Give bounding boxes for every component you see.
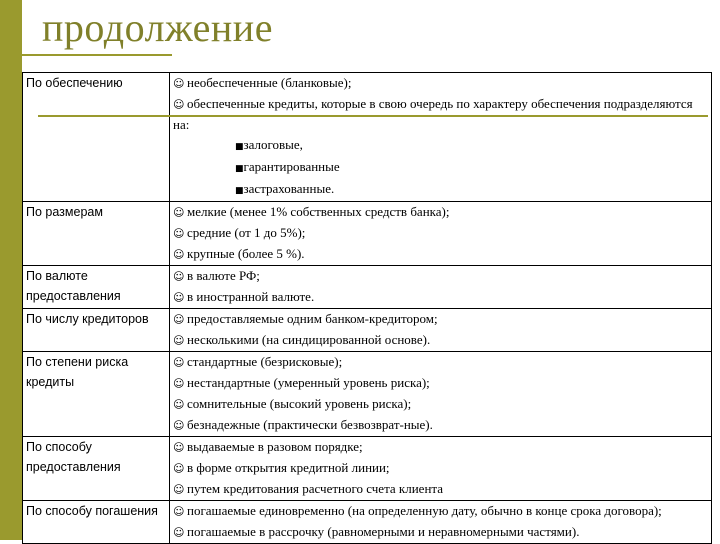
list-item: погашаемые единовременно (на определенную дату, обычно в конце срока договора); — [187, 503, 662, 518]
list-item: залоговые, — [243, 137, 303, 152]
row-content — [170, 266, 712, 309]
row-content — [170, 73, 712, 202]
list-item: путем кредитования расчетного счета клиента — [187, 481, 444, 496]
classification-table — [22, 72, 712, 544]
bullet-icon: ☺ — [173, 98, 185, 111]
bullet-icon: ☺ — [173, 334, 185, 347]
row-label: По способу предоставления — [23, 437, 170, 501]
page-title: продолжение — [42, 5, 273, 50]
bullet-icon: ☺ — [173, 462, 185, 475]
row-content — [170, 437, 712, 501]
list-item: несколькими (на синдицированной основе). — [187, 332, 431, 347]
table-row — [23, 352, 712, 437]
list-item: гарантированные — [243, 159, 340, 174]
bullet-icon: ☺ — [173, 206, 185, 219]
list-item: сомнительные (высокий уровень риска); — [187, 396, 412, 411]
row-content — [170, 202, 712, 266]
bullet-icon: ☺ — [173, 291, 185, 304]
list-item: безнадежные (практически безвозврат-ные). — [187, 417, 433, 432]
left-accent-bar — [0, 0, 22, 540]
row-label: По размерам — [23, 202, 170, 266]
list-item: обеспеченные кредиты, которые в свою очередь по характеру обеспечения подразделяются на: — [173, 96, 693, 132]
table-row — [23, 437, 712, 501]
table-row — [23, 73, 712, 202]
bullet-icon: ☺ — [173, 227, 185, 240]
table-row — [23, 501, 712, 544]
list-item: в иностранной валюте. — [187, 289, 315, 304]
list-item: необеспеченные (бланковые); — [187, 75, 352, 90]
title-underline — [22, 54, 172, 56]
bullet-icon: ☺ — [173, 419, 185, 432]
list-item: нестандартные (умеренный уровень риска); — [187, 375, 430, 390]
bullet-icon: ☺ — [173, 441, 185, 454]
bullet-icon: ☺ — [173, 270, 185, 283]
bullet-icon: ☺ — [173, 356, 185, 369]
bullet-icon: ☺ — [173, 377, 185, 390]
bullet-icon: ☺ — [173, 313, 185, 326]
list-item: предоставляемые одним банком-кредитором; — [187, 311, 438, 326]
row-label: По числу кредиторов — [23, 309, 170, 352]
bullet-icon: ☺ — [173, 77, 185, 90]
row-content — [170, 352, 712, 437]
list-item: стандартные (безрисковые); — [187, 354, 343, 369]
bullet-icon: ☺ — [173, 505, 185, 518]
list-item: выдаваемые в разовом порядке; — [187, 439, 363, 454]
list-item: в валюте РФ; — [187, 268, 260, 283]
bullet-icon: ☺ — [173, 526, 185, 539]
square-bullet-icon: ■ — [235, 186, 244, 196]
accent-line — [38, 115, 708, 117]
bullet-icon: ☺ — [173, 398, 185, 411]
bullet-icon: ☺ — [173, 483, 185, 496]
list-item: средние (от 1 до 5%); — [187, 225, 306, 240]
square-bullet-icon: ■ — [235, 164, 244, 174]
table-row — [23, 309, 712, 352]
list-item: застрахованные. — [243, 181, 335, 196]
table-row — [23, 266, 712, 309]
row-label: По валюте предоставления — [23, 266, 170, 309]
list-item: крупные (более 5 %). — [187, 246, 305, 261]
row-content — [170, 309, 712, 352]
list-item: погашаемые в рассрочку (равномерными и неравномерными частями). — [187, 524, 580, 539]
list-item: мелкие (менее 1% собственных средств банка); — [187, 204, 450, 219]
table-row — [23, 202, 712, 266]
bullet-icon: ☺ — [173, 248, 185, 261]
list-item: в форме открытия кредитной линии; — [187, 460, 390, 475]
row-content — [170, 501, 712, 544]
row-label: По степени риска кредиты — [23, 352, 170, 437]
square-bullet-icon: ■ — [235, 142, 244, 152]
row-label: По способу погашения — [23, 501, 170, 544]
row-label: По обеспечению — [23, 73, 170, 202]
